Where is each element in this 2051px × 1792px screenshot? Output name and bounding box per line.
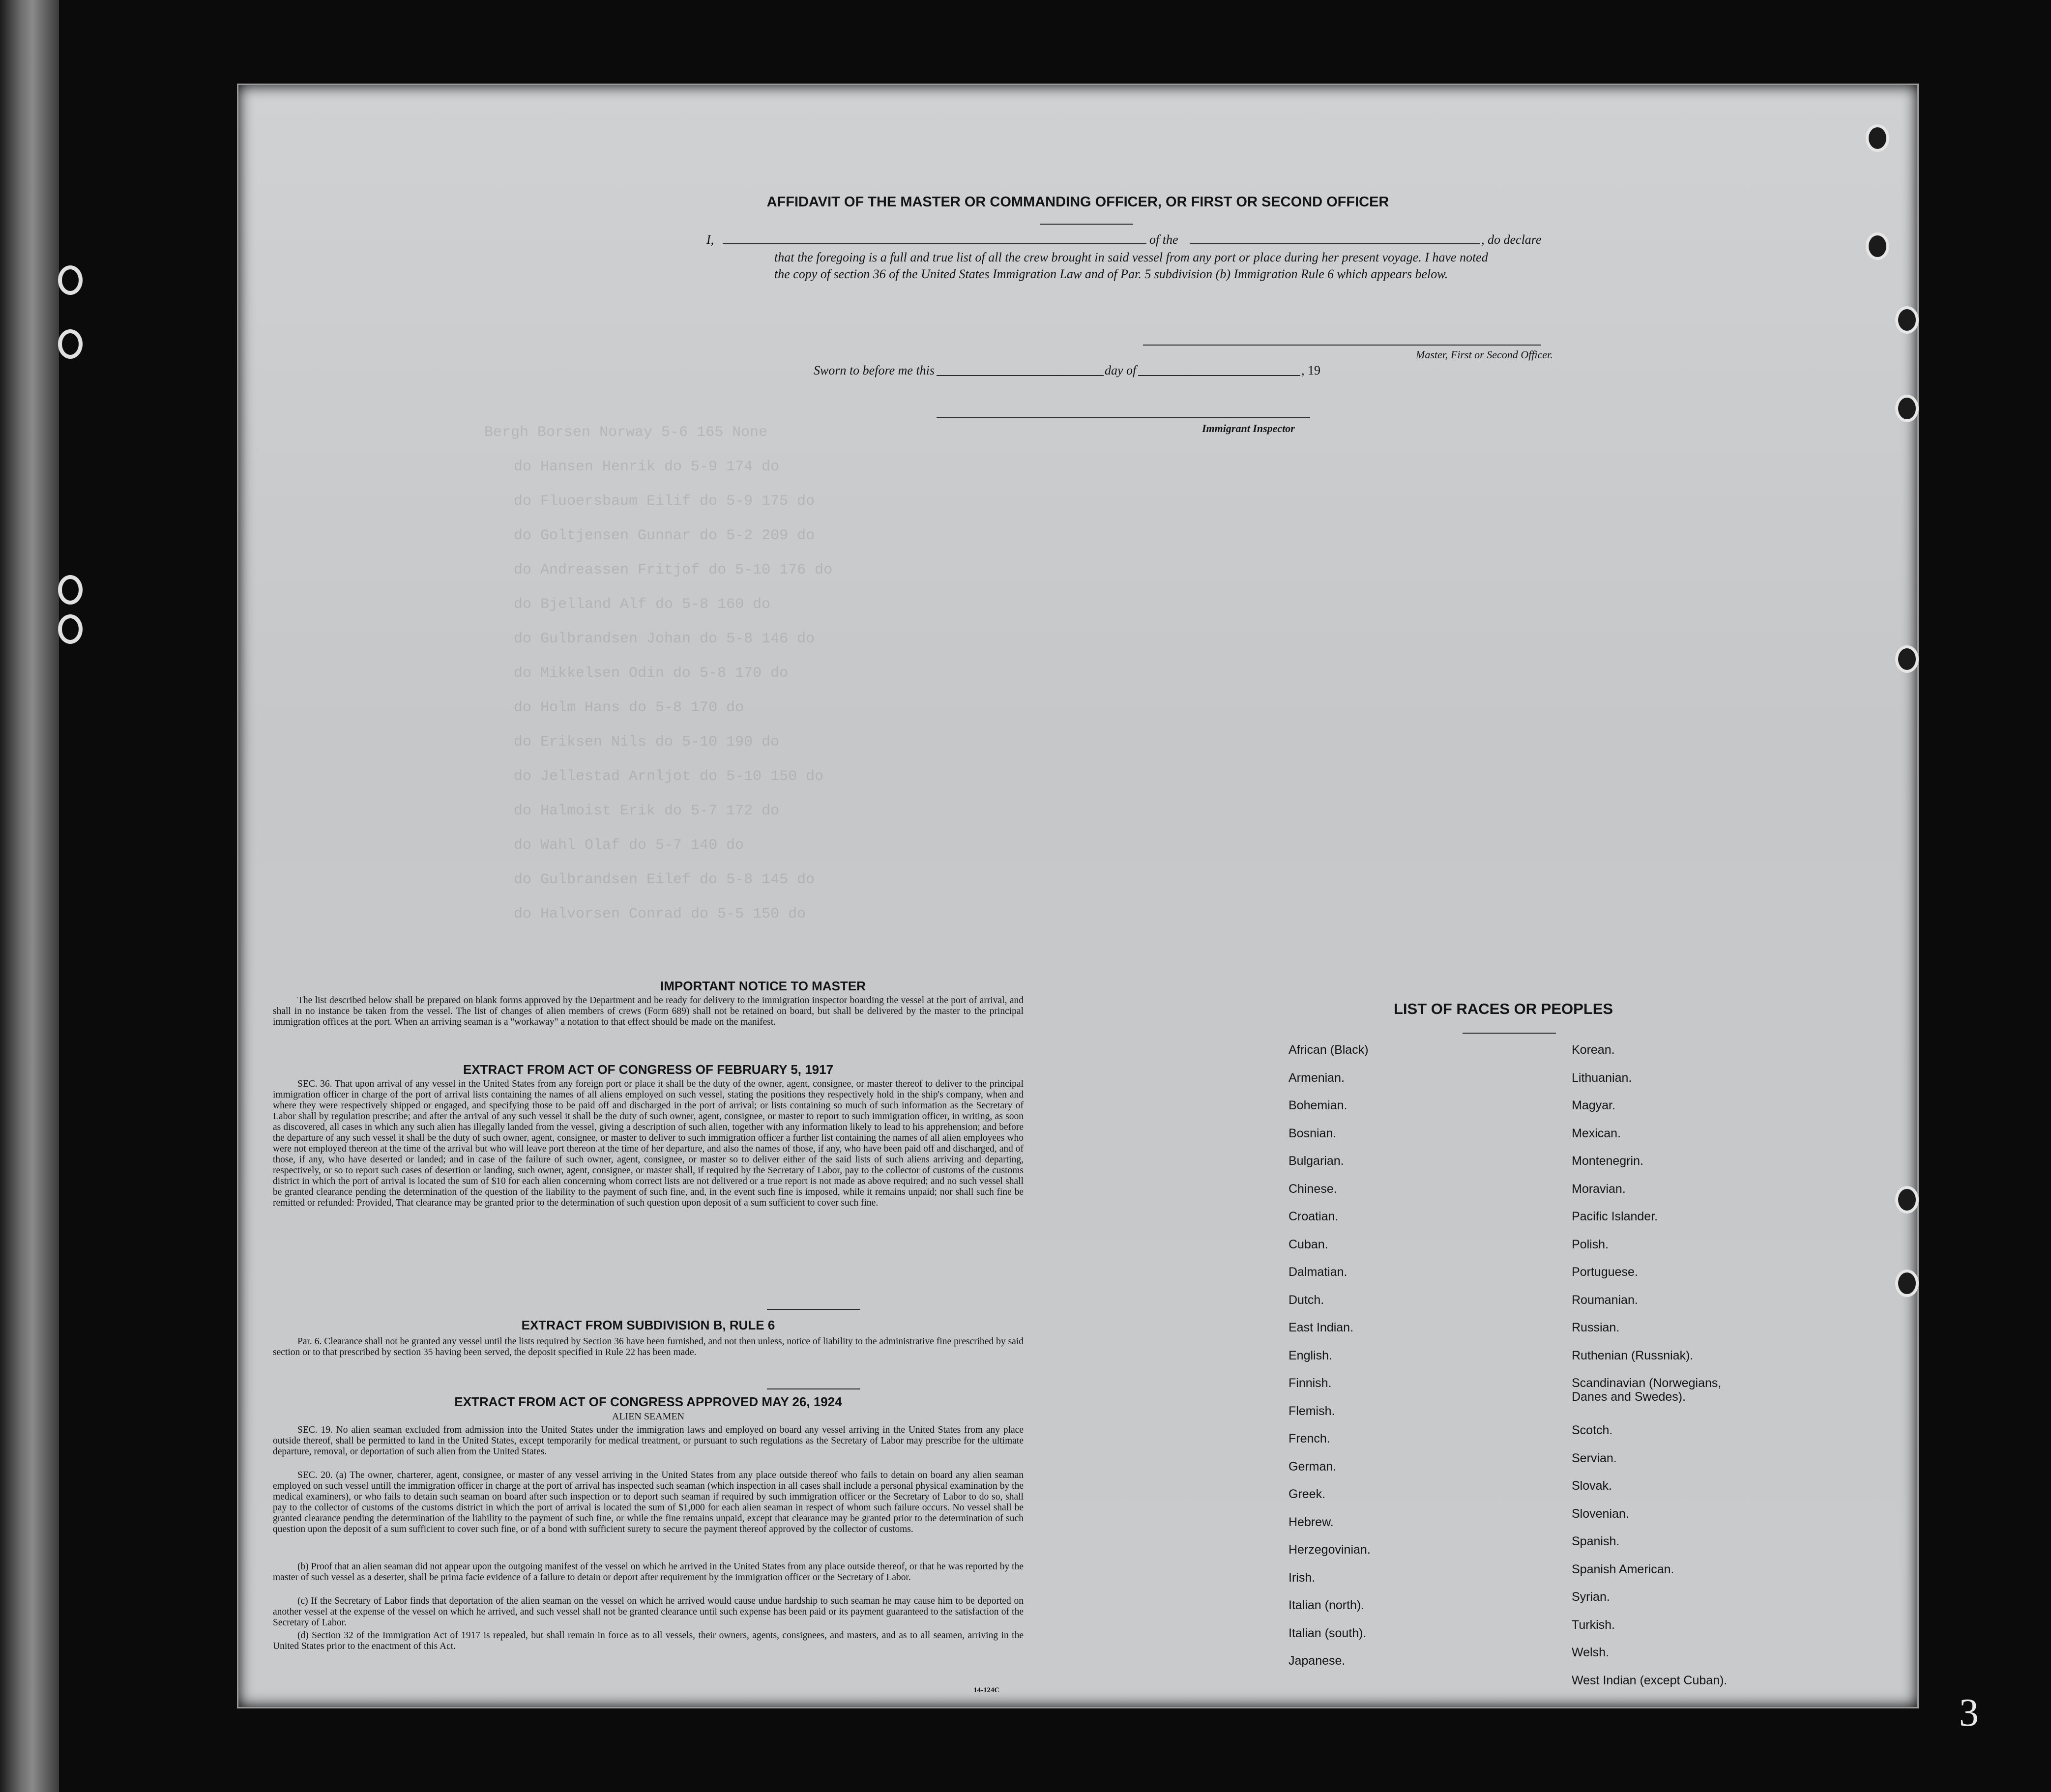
race-item: Syrian. <box>1572 1590 1610 1604</box>
race-item: Magyar. <box>1572 1098 1615 1112</box>
master-signature-line[interactable] <box>1143 345 1541 346</box>
day-of-label: day of <box>1105 363 1137 377</box>
race-item: Bulgarian. <box>1289 1154 1344 1168</box>
binding-strip <box>0 0 59 1792</box>
race-item: Dutch. <box>1289 1293 1324 1307</box>
race-item: Italian (north). <box>1289 1598 1365 1612</box>
race-item: Herzegovinian. <box>1289 1543 1371 1557</box>
affidavit-declare: , do declare <box>1481 232 1542 247</box>
section-rule <box>767 1309 860 1310</box>
race-item: Ruthenian (Russniak). <box>1572 1348 1694 1362</box>
race-item: Lithuanian. <box>1572 1070 1632 1085</box>
races-rule <box>1463 1033 1556 1034</box>
form-number: 14-124C <box>973 1686 1000 1694</box>
race-item: Scandinavian (Norwegians, Danes and Swedes). <box>1572 1376 1722 1404</box>
race-item: Servian. <box>1572 1451 1617 1465</box>
race-item: Polish. <box>1572 1237 1609 1251</box>
race-item: Turkish. <box>1572 1618 1615 1632</box>
section-rule <box>767 1388 860 1389</box>
race-item: Italian (south). <box>1289 1626 1367 1640</box>
race-item: Mexican. <box>1572 1126 1621 1140</box>
sworn-day-blank[interactable] <box>937 375 1104 376</box>
race-item: Armenian. <box>1289 1070 1345 1085</box>
alien-seamen-subtitle: ALIEN SEAMEN <box>612 1411 685 1422</box>
races-column-1 <box>1289 1036 1371 1675</box>
race-item: Korean. <box>1572 1043 1615 1057</box>
affidavit-of-the: of the <box>1149 232 1178 247</box>
race-item: German. <box>1289 1459 1337 1474</box>
binding-hole <box>58 265 83 295</box>
race-item: Hebrew. <box>1289 1515 1334 1529</box>
race-item: Slovak. <box>1572 1479 1612 1493</box>
race-item: Spanish American. <box>1572 1562 1674 1576</box>
punch-hole <box>1895 1270 1919 1297</box>
race-item: Bohemian. <box>1289 1098 1348 1112</box>
sec20c-text: (c) If the Secretary of Labor finds that deportation of the alien seaman on the vessel on which he arrived would cause undue hardship to such seaman he may cause him to be deported on another vessel at the expense of the vessel on which he arrived, and such vessel shall not be granted clearance until such expense has been paid or its payment guaranteed to the satisfaction of the Secretary of Labor. <box>273 1596 1024 1628</box>
extract-1924-title: EXTRACT FROM ACT OF CONGRESS APPROVED MAY 26, 1924 <box>454 1394 842 1409</box>
punch-hole <box>1866 232 1889 260</box>
race-item: Scotch. <box>1572 1423 1613 1437</box>
race-item: Greek. <box>1289 1487 1326 1501</box>
sec20d-text: (d) Section 32 of the Immigration Act of 1917 is repealed, but shall remain in force as to all vessels, their owners, agents, consignees, and masters, and as to all seamen, arriving in the United States prior to the enactment of this Act. <box>273 1630 1024 1651</box>
punch-hole <box>1895 1186 1919 1214</box>
affidavit-title: AFFIDAVIT OF THE MASTER OR COMMANDING OFFICER, OR FIRST OR SECOND OFFICER <box>766 194 1389 210</box>
notice-title: IMPORTANT NOTICE TO MASTER <box>660 979 866 993</box>
race-item: Slovenian. <box>1572 1506 1629 1521</box>
races-title: LIST OF RACES OR PEOPLES <box>1394 1000 1613 1017</box>
race-item: Portuguese. <box>1572 1265 1638 1279</box>
master-caption: Master, First or Second Officer. <box>1416 348 1553 361</box>
race-item: Flemish. <box>1289 1404 1335 1418</box>
race-item: French. <box>1289 1432 1330 1445</box>
vessel-name-blank[interactable] <box>1190 243 1480 244</box>
title-rule <box>1040 224 1133 225</box>
extract-1917-text: SEC. 36. That upon arrival of any vessel in the United States from any foreign port or place it shall be the duty of the owner, agent, consignee, or master thereof to deliver to the principal immigration officer in charge of the port of arrival lists containing the names of all aliens employed on such vessel, stating the positions they respectively hold in the ship's company, when and where they were respectively shipped or engaged, and specifying those to be paid off and discharged in the port of arrival; or lists containing so much of such information as the Secretary of Labor shall by regulation prescribe; and after the arrival of any such vessel it shall be the duty of such owner, agent, consignee, or master to report to such immigration officer, in writing, as soon as discovered, all cases in which any such alien has illegally landed from the vessel, giving a description of such alien, together with any information likely to lead to his apprehension; and before the departure of any such vessel it shall be the duty of such owner, agent, consignee, or master to deliver to such immigration officer a further list containing the names of all alien employees who were not employed thereon at the time of the arrival but who will leave port thereon at the time of her departure, and also the names of those, if any, who have been paid off and discharged, and of those, if any, who have deserted or landed; and in case of the failure of such owner, agent, consignee, or master so to deliver either of the said lists of such aliens arriving and departing, respectively, or so to report such cases of desertion or landing, such owner, agent, consignee, or master shall, if required by the Secretary of Labor, pay to the collector of customs of the customs district in which the port of arrival is located the sum of $10 for each alien concerning whom correct lists are not delivered or a true report is not made as above required; and no such vessel shall be granted clearance pending the determination of the question of the liability to the payment of such fine, and, in the event such fine is imposed, while it remains unpaid; nor shall such fine be remitted or refunded: Provided, That clearance may be granted prior to the determination of such question upon deposit of a sum sufficient to cover such fine. <box>273 1079 1024 1208</box>
race-item: Finnish. <box>1289 1376 1332 1390</box>
race-item: Croatian. <box>1289 1210 1339 1223</box>
sworn-month-blank[interactable] <box>1138 375 1300 376</box>
affidavit-i: I, <box>706 232 714 247</box>
punch-hole <box>1866 124 1889 152</box>
race-item: Irish. <box>1289 1570 1316 1585</box>
inspector-caption: Immigrant Inspector <box>1202 422 1295 434</box>
notice-text: The list described below shall be prepared on blank forms approved by the Department and be ready for delivery to the immigration inspector boarding the vessel at the port of arrival, and shall in no instance be taken from the vessel. The list of changes of alien members of crews (Form 689) shall not be retained on board, but shall be delivered by the master to the principal immigration offices at the port. When an arriving seaman is a "workaway" a notation to that effect should be made on the manifest. <box>273 995 1024 1027</box>
sworn-label: Sworn to before me this <box>814 363 935 377</box>
punch-hole <box>1895 645 1919 673</box>
sec19-text: SEC. 19. No alien seaman excluded from admission into the United States under the immigration laws and employed on board any vessel arriving in the United States from any place outside thereof, shall be permitted to land in the United States, except temporarily for medical treatment, or pursuant to such regulations as the Secretary of Labor may prescribe for the ultimate departure, removal, or deportation of such alien from the United States. <box>273 1425 1024 1457</box>
year-label: , 19 <box>1301 363 1320 377</box>
binding-hole <box>58 329 83 359</box>
race-item: English. <box>1289 1348 1332 1362</box>
affidavit-text-line3: the copy of section 36 of the United States Immigration Law and of Par. 5 subdivision (b) Immigration Rule 6 which appears below. <box>774 267 1448 281</box>
race-item: Pacific Islander. <box>1572 1210 1658 1223</box>
race-item: Montenegrin. <box>1572 1154 1643 1168</box>
punch-hole <box>1895 395 1919 422</box>
race-item: Japanese. <box>1289 1654 1346 1668</box>
race-item: Russian. <box>1572 1321 1620 1334</box>
race-item: Cuban. <box>1289 1237 1328 1251</box>
sec20a-text: SEC. 20. (a) The owner, charterer, agent, consignee, or master of any vessel arriving in the United States from any place outside thereof who fails to detain on board any alien seaman employed on such vessel untill the immigration officer in charge at the port of arrival has inspected such seaman (which inspection in all cases shall include a personal physical examination by the medical examiners), or who fails to detain such seaman on board after such inspection or to deport such seaman if required by such immigration officer or the Secretary of Labor to do so, shall pay to the collector of customs of the customs district in which the port of arrival is located the sum of $1,000 for each alien seaman in respect of whom such failure occurs. No vessel shall be granted clearance pending the determination of the liability to the payment of such fine, or while the fine remains unpaid, except that clearance may be granted prior to the determination of such question upon the deposit of a sum sufficient to cover such fine, or of a bond with sufficient surety to secure the payment thereof approved by the collector of customs. <box>273 1470 1024 1534</box>
races-column-2 <box>1572 1036 1749 1694</box>
race-item: West Indian (except Cuban). <box>1572 1673 1728 1687</box>
race-item: East Indian. <box>1289 1321 1354 1334</box>
race-item: Bosnian. <box>1289 1126 1337 1140</box>
inspector-signature-line[interactable] <box>937 417 1310 418</box>
race-item: Welsh. <box>1572 1646 1609 1659</box>
sec20b-text: (b) Proof that an alien seaman did not appear upon the outgoing manifest of the vessel on which he arrived in the United States from any place outside thereof, or that he was reported by the master of such vessel as a deserter, shall be prima facie evidence of a failure to detain or deport after requirement by the immigration officer or the Secretary of Labor. <box>273 1561 1024 1583</box>
race-item: African (Black) <box>1289 1043 1369 1057</box>
binding-hole <box>58 575 83 605</box>
punch-hole <box>1895 306 1919 334</box>
affidavit-text-line2: that the foregoing is a full and true list of all the crew brought in said vessel from any port or place during her present voyage. I have noted <box>774 250 1488 264</box>
extract-1917-title: EXTRACT FROM ACT OF CONGRESS OF FEBRUARY 5, 1917 <box>463 1062 834 1077</box>
race-item: Spanish. <box>1572 1534 1620 1548</box>
race-item: Dalmatian. <box>1289 1265 1348 1279</box>
page-number-mark: 3 <box>1959 1691 1979 1734</box>
document-page: Bergh Borsen Norway 5-6 165 None do Hansen Henrik do 5-9 174 do do Fluoersbaum Eilif do 5-9 175 do do Goltjensen Gunnar do 5-2 209 do do Andreassen Fritjof do 5-10 176 do do Bjelland Alf do 5-8 160 do do Gulbrandsen Johan do 5-8 146 do do Mikkelsen Odin do 5-8 170 do do Holm Hans do 5-8 170 do do Eriksen Nils do 5-10 190 do do Jellestad Arnljot do 5-10 150 do do Halmoist Erik do 5-7 172 do do Wahl Olaf do 5-7 140 do do Gulbrandsen Eilef do 5-8 145 do do Halvorsen Conrad do 5-5 150 do AFFIDAVIT OF THE MASTER OR COMMANDING OFFICER, OR FIRST OR SECOND OFFICER I, of the , do declare that the foregoing is a full and true list of all the crew brought in said vessel from any port or place during her present voyage. I have noted the copy of section 36 of the United States Immigration Law and of Par. 5 subdivision (b) Immigration Rule 6 which appears below. Master, First or Second Officer. Sworn to before me this day of , 19 Immigrant Inspector IMPORTANT NOTICE TO MASTER The list described below shall be prepared on blank forms approved by the Department and be ready for delivery to the immigration inspector boarding the vessel at the port of arrival, and shall in no instance be taken from the vessel. The list of changes of alien members of crews (Form 689) shall not be retained on board, but shall be delivered by the master to the principal immigration offices at the port. When an arriving seaman is a "workaway" a notation to that effect should be made on the manifest. EXTRACT FROM ACT OF CONGRESS OF FEBRUARY 5, 1917 SEC. 36. That upon arrival of any vessel in the United States from any foreign port or place it shall be the duty of the owner, agent, consignee, or master thereof to deliver to the principal immigration officer in charge of the port of arrival lists containing the names of all aliens employed on such vessel, stating the positions they respectively hold in the ship's company, when and where they were respectively shipped or engaged, and specifying those to be paid off and discharged in the port of arrival; or lists containing so much of such information as the Secretary of Labor shall by regulation prescribe; and after the arrival of any such vessel it shall be the duty of such owner, agent, consignee, or master to report to such immigration officer, in writing, as soon as discovered, all cases in which any such alien has illegally landed from the vessel, giving a description of such alien, together with any information likely to lead to his apprehension; and before the departure of any such vessel it shall be the duty of such owner, agent, consignee, or master to deliver to such immigration officer a further list containing the names of all alien employees who were not employed thereon at the time of the arrival but who will leave port thereon at the time of her departure, and also the names of those, if any, who have been paid off and discharged, and of those, if any, who have deserted or landed; and in case of the failure of such owner, agent, consignee, or master so to deliver either of the said lists of such aliens arriving and departing, respectively, or so to report such cases of desertion or landing, such owner, agent, consignee, or master shall, if required by the Secretary of Labor, pay to the collector of customs of the customs district in which the port of arrival is located the sum of $10 for each alien concerning whom correct lists are not delivered or a true report is not made as above required; and no such vessel shall be granted clearance pending the determination of the question of the liability to the payment of such fine, and, in the event such fine is imposed, while it remains unpaid; nor shall such fine be remitted or refunded: Provided, That clearance may be granted prior to the determination of such question upon deposit of a sum sufficient to cover such fine. EXTRACT FROM SUBDIVISION B, RULE 6 Par. 6. Clearance shall not be granted any vessel until the lists required by Section 36 have been furnished, and not then unless, notice of liability to the administrative fine prescribed by said section or to that prescribed by section 35 having been served, the deposit specified in Rule 22 has been made. EXTRACT FROM ACT OF CONGRESS APPROVED MAY 26, 1924 ALIEN SEAMEN SEC. 19. No alien seaman excluded from admission into the United States under the immigration laws and employed on board any vessel arriving in the United States from any place outside thereof, shall be permitted to land in the United States, except temporarily for medical treatment, or pursuant to such regulations as the Secretary of Labor may prescribe for the ultimate departure, removal, or deportation of such alien from the United States. SEC. 20. (a) The owner, charterer, agent, consignee, or master of any vessel arriving in the United States from any place outside thereof who fails to detain on board any alien seaman employed on such vessel untill the immigration officer in charge at the port of arrival has inspected such seaman (which inspection in all cases shall include a personal physical examination by the medical examiners), or who fails to detain such seaman on board after such inspection or to deport such seaman if required by such immigration officer or the Secretary of Labor to do so, shall pay to the collector of customs of the customs district in which the port of arrival is located the sum of $1,000 for each alien seaman in respect of whom such failure occurs. No vessel shall be granted clearance pending the determination of the liability to the payment of such fine, or while the fine remains unpaid, except that clearance may be granted prior to the determination of such question upon the deposit of a sum sufficient to cover such fine, or of a bond with sufficient surety to secure the payment thereof approved by the collector of customs. (b) Proof that an alien seaman did not appear upon the outgoing manifest of the vessel on which he arrived in the United States from any place outside thereof, or that he was reported by the master of such vessel as a deserter, shall be prima facie evidence of a failure to detain or deport after requirement by the immigration officer or the Secretary of Labor. (c) If the Secretary of Labor finds that deportation of the alien seaman on the vessel on which he arrived would cause undue hardship to such seaman he may cause him to be deported on another vessel at the expense of the vessel on which he arrived, and such vessel shall not be granted clearance until such expense has been paid or its payment guaranteed to the satisfaction of the Secretary of Labor. (d) Section 32 of the Immigration Act of 1917 is repealed, but shall remain in force as to all vessels, their owners, agents, consignees, and masters, and as to all seamen, arriving in the United States prior to the enactment of this Act. 14-124C LIST OF RACES OR PEOPLES African (Black) Armenian. Bohemian. Bosnian. Bulgarian. Chinese. Croatian. Cuban. Dalmatian. Dutch. East Indian. English. Finnish. Flemish. French. German. Greek. Hebrew. Herzegovinian. Irish. Italian (north). Italian (south). Japanese. Korean. Lithuanian. Magyar. Mexican. Montenegrin. Moravian. Pacific Islander. Polish. Portuguese. Roumanian. Russian. Ruthenian (Russniak). Scandinavian (Norwegians, Danes and Swedes). Scotch. Servian. Slovak. Slovenian. Spanish. Spanish American. Syrian. Turkish. Welsh. West Indian (except Cuban). <box>237 84 1919 1708</box>
race-item: Roumanian. <box>1572 1293 1638 1307</box>
race-item: Chinese. <box>1289 1182 1337 1196</box>
race-item: Moravian. <box>1572 1182 1626 1196</box>
binding-hole <box>58 614 83 644</box>
subdivision-b-text: Par. 6. Clearance shall not be granted any vessel until the lists required by Section 36 have been furnished, and not then unless, notice of liability to the administrative fine prescribed by said section or to that prescribed by section 35 having been served, the deposit specified in Rule 22 has been made. <box>273 1336 1024 1358</box>
subdivision-b-title: EXTRACT FROM SUBDIVISION B, RULE 6 <box>521 1318 775 1332</box>
master-name-blank[interactable] <box>723 243 1146 244</box>
